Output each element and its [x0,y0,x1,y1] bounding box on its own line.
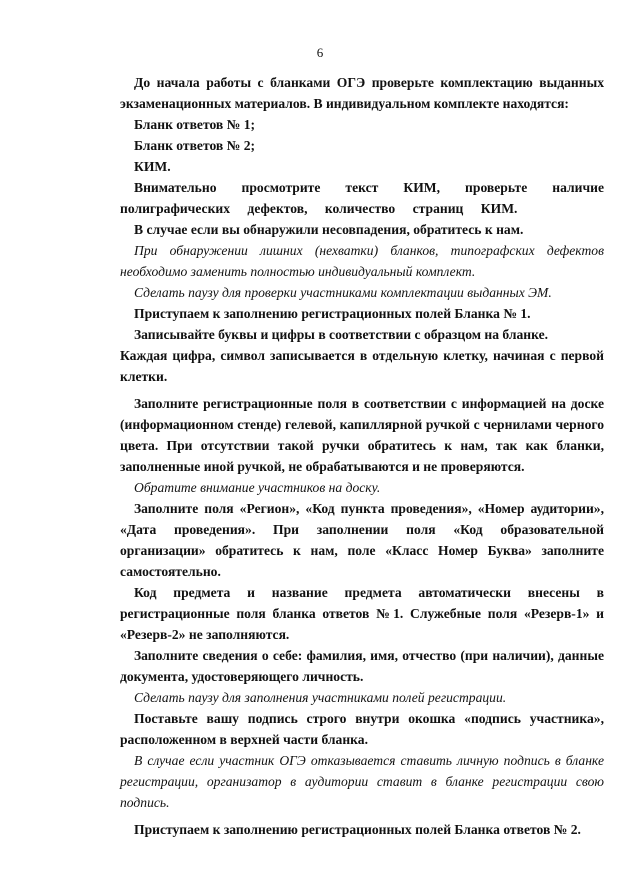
paragraph-start-form-1: Приступаем к заполнению регистрационных полей Бланка № 1. [134,306,531,321]
note-pause-registration: Сделать паузу для заполнения участниками полей регистрации. [134,690,507,705]
paragraph-intro: До начала работы с бланками ОГЭ проверьте комплектацию выданных экзаменационных материалов. В индивидуальном комплекте находятся: [120,75,604,111]
paragraph-mismatch: В случае если вы обнаружили несовпадения, обратитесь к нам. [134,222,524,237]
paragraph-check-kim: Внимательно просмотрите текст КИМ, проверьте наличие полиграфических дефектов, количество страниц КИМ. [120,180,604,216]
list-item-answer-form-1: Бланк ответов № 1; [134,117,256,132]
note-board: Обратите внимание участников на доску. [134,480,381,495]
paragraph-personal-info: Заполните сведения о себе: фамилия, имя, отчество (при наличии), данные документа, удостоверяющего личность. [120,648,604,684]
note-pause-check: Сделать паузу для проверки участниками комплектации выданных ЭМ. [134,285,552,300]
paragraph-fill-fields: Заполните регистрационные поля в соответствии с информацией на доске (информационном стенде) гелевой, капиллярной ручкой с чернилами черного цвета. При отсутствии такой ручки обратитесь к нам, так как бланки, заполненные иной ручкой, не обрабатываются и не проверяются. [120,396,604,474]
note-signature-refusal: В случае если участник ОГЭ отказывается ставить личную подпись в бланке регистрации, организатор в аудитории ставит в бланке регистрации свою подпись. [120,753,604,810]
paragraph-signature: Поставьте вашу подпись строго внутри окошка «подпись участника», расположенном в верхней части бланка. [120,711,604,747]
paragraph-each-digit: Каждая цифра, символ записывается в отдельную клетку, начиная с первой клетки. [120,348,604,384]
list-item-answer-form-2: Бланк ответов № 2; [134,138,256,153]
paragraph-region-fields: Заполните поля «Регион», «Код пункта проведения», «Номер аудитории», «Дата проведения». При заполнении поля «Код образовательной организации» обратитесь к нам, поле «Класс Номер Буква» заполните самостоятельно. [120,501,604,579]
paragraph-subject-code: Код предмета и название предмета автоматически внесены в регистрационные поля бланка ответов №1. Служебные поля «Резерв-1» и «Резерв-2» не заполняются. [120,585,604,642]
page-number: 6 [316,45,324,60]
note-extra-forms: При обнаружении лишних (нехватки) бланков, типографских дефектов необходимо заменить полностью индивидуальный комплект. [120,243,604,279]
paragraph-write-letters: Записывайте буквы и цифры в соответствии с образцом на бланке. [134,327,549,342]
page-body [120,46,604,840]
paragraph-start-form-2: Приступаем к заполнению регистрационных полей Бланка ответов № 2. [134,822,581,837]
list-item-kim: КИМ. [134,159,171,174]
